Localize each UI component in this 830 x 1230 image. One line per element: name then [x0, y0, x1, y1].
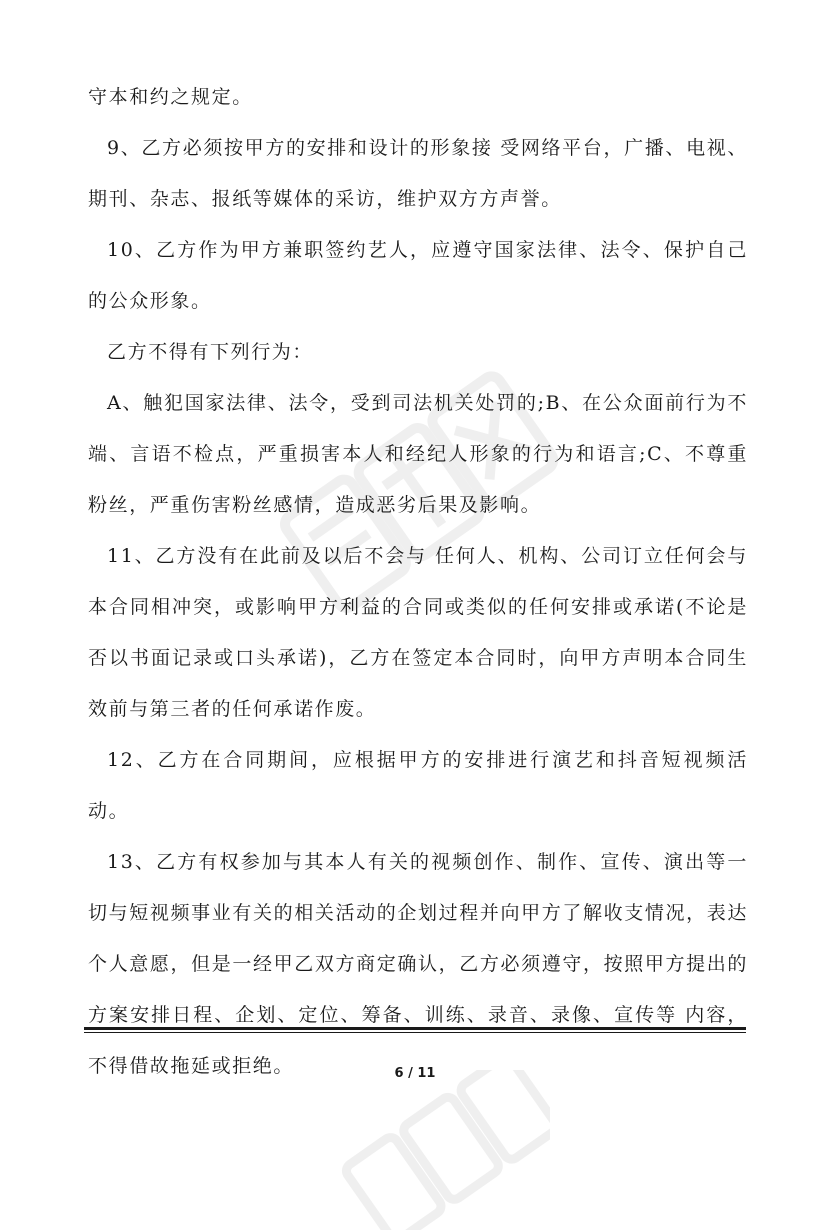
footer-divider: [84, 1027, 746, 1033]
paragraph-clause-11: 11、乙方没有在此前及以后不会与 任何人、机构、公司订立任何会与本合同相冲突，或影响甲方利益的合同或类似的任何安排或承诺(不论是否以书面记录或口头承诺)，乙方在签定本合同时，向甲方声明本合同生效前与第三者的任何承诺作废。: [88, 545, 748, 720]
paragraph-clause-13: 13、乙方有权参加与其本人有关的视频创作、制作、宣传、演出等一切与短视频事业有关的相关活动的企划过程并向甲方了解收支情况，表达个人意愿，但是一经甲乙双方商定确认，乙方必须遵守，按照甲方提出的方案安排日程、企划、定位、筹备、训练、录音、录像、宣传等 内容，不得借故拖延或拒绝。: [88, 851, 748, 1077]
paragraph-clause-12: 12、乙方在合同期间，应根据甲方的安排进行演艺和抖音短视频活动。: [88, 749, 748, 822]
paragraph-prohibited-intro: 乙方不得有下列行为：: [107, 341, 314, 363]
page-number: 6 / 11: [394, 1066, 436, 1081]
paragraph-continuation: 守本和约之规定。: [88, 86, 253, 108]
document-body: [88, 72, 748, 1092]
footer-divider-thin: [84, 1032, 746, 1033]
watermark-logo-partial-icon: [330, 1070, 550, 1230]
paragraph-clause-9: 9、乙方必须按甲方的安排和设计的形象接 受网络平台，广播、电视、期刊、杂志、报纸等媒体的采访，维护双方方声誉。: [88, 137, 748, 210]
paragraph-clause-10: 10、乙方作为甲方兼职签约艺人，应遵守国家法律、法令、保护自己的公众形象。: [88, 239, 748, 312]
paragraph-prohibited-list: A、触犯国家法律、法令，受到司法机关处罚的;B、在公众面前行为不端、言语不检点，严重损害本人和经纪人形象的行为和语言;C、不尊重粉丝，严重伤害粉丝感情，造成恶劣后果及影响。: [88, 392, 748, 516]
